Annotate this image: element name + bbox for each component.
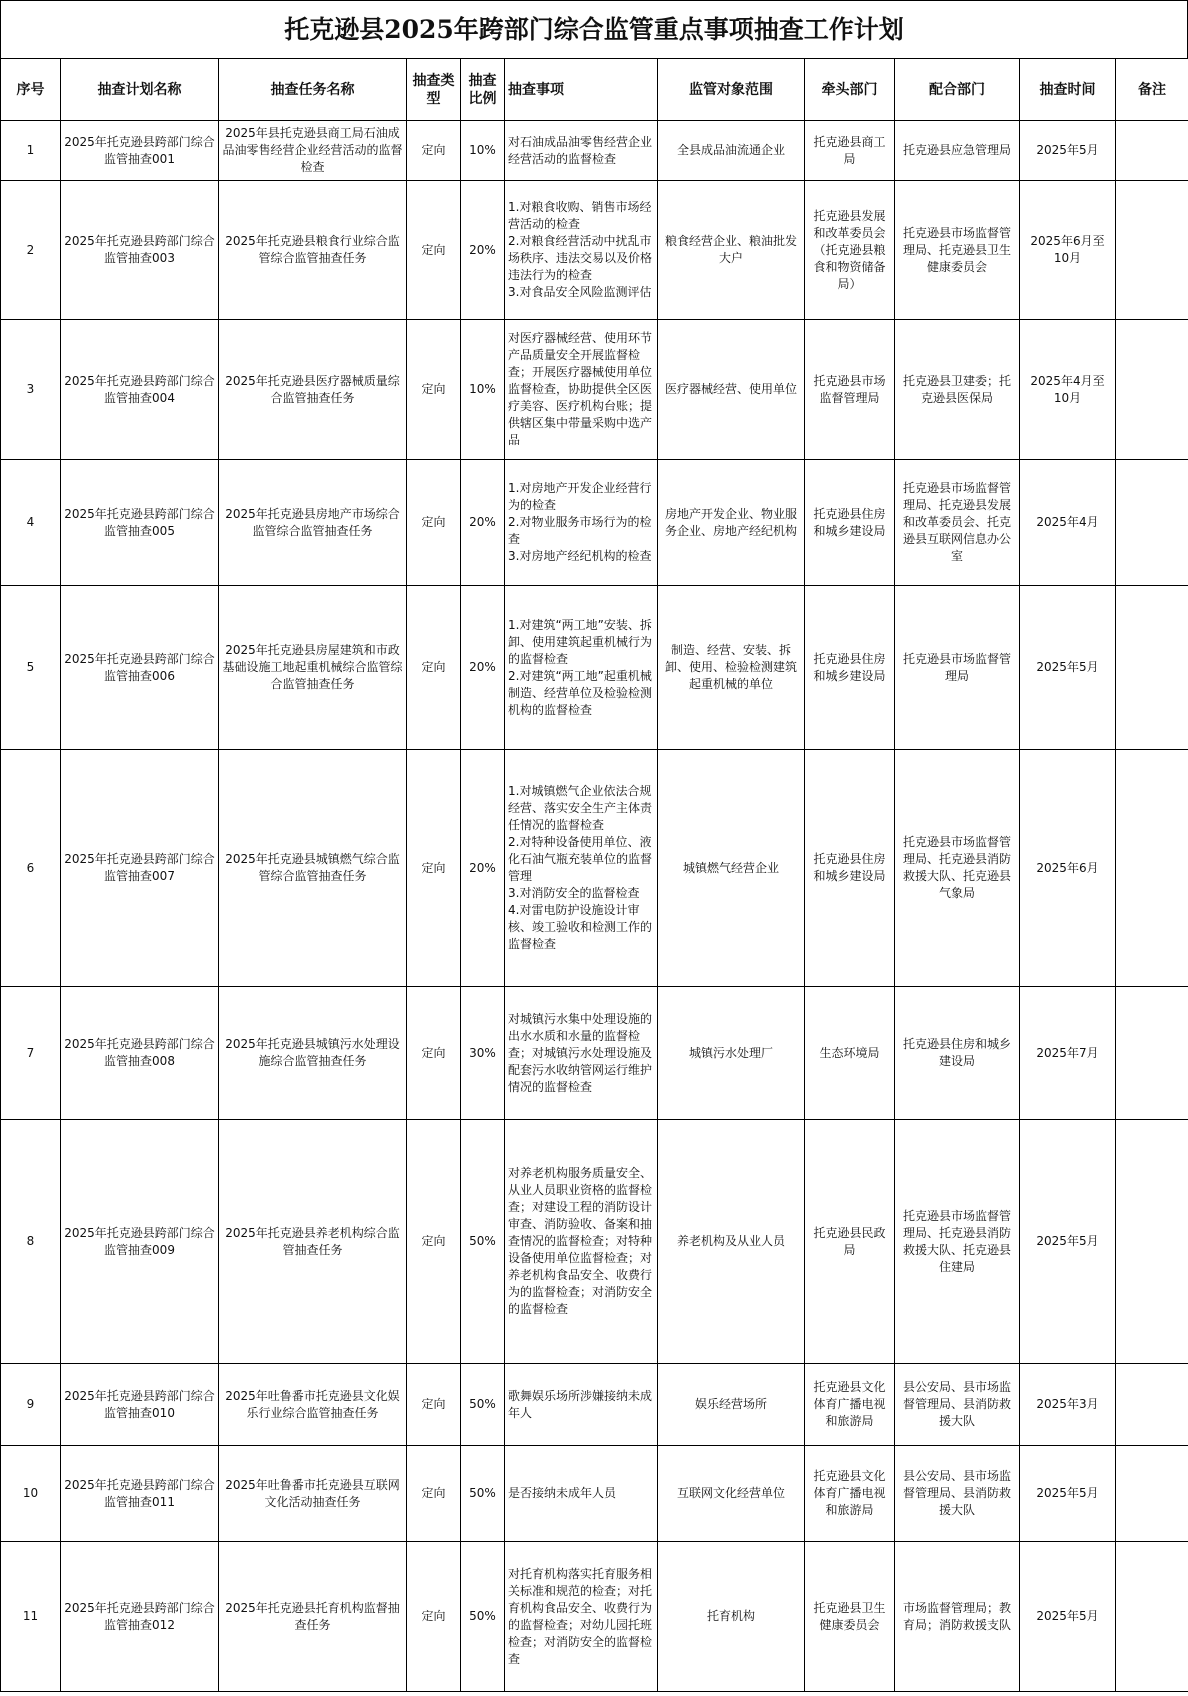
cell-inspection-time: 2025年4月至10月: [1020, 320, 1116, 460]
cell-cooperating-departments: 托克逊县市场监督管理局、托克逊县发展和改革委员会、托克逊县互联网信息办公室: [895, 460, 1020, 586]
cell-remarks: [1116, 181, 1188, 320]
cell-task-name: 2025年托克逊县托育机构监督抽查任务: [219, 1542, 407, 1692]
cell-supervision-scope: 养老机构及从业人员: [658, 1120, 805, 1364]
header-cell: 抽查任务名称: [219, 59, 407, 121]
cell-lead-department: 托克逊县住房和城乡建设局: [805, 750, 895, 987]
cell-plan-name: 2025年托克逊县跨部门综合监管抽查008: [61, 987, 219, 1120]
cell-inspection-time: 2025年3月: [1020, 1364, 1116, 1446]
cell-lead-department: 托克逊县住房和城乡建设局: [805, 460, 895, 586]
header-cell: 配合部门: [895, 59, 1020, 121]
cell-remarks: [1116, 1364, 1188, 1446]
cell-lead-department: 托克逊县商工局: [805, 121, 895, 181]
table-row: [1, 586, 1188, 750]
cell-inspection-items: 对托育机构落实托育服务相关标准和规范的检查；对托育机构食品安全、收费行为的监督检查；对幼儿园托班检查；对消防安全的监督检查: [505, 1542, 658, 1692]
cell-cooperating-departments: 托克逊县应急管理局: [895, 121, 1020, 181]
cell-inspection-type: 定向: [407, 1364, 461, 1446]
cell-lead-department: 托克逊县文化体育广播电视和旅游局: [805, 1446, 895, 1542]
cell-remarks: [1116, 750, 1188, 987]
header-cell: 抽查类型: [407, 59, 461, 121]
cell-inspection-items: 1.对房地产开发企业经营行为的检查 2.对物业服务市场行为的检查 3.对房地产经纪机构的检查: [505, 460, 658, 586]
cell-cooperating-departments: 托克逊县住房和城乡建设局: [895, 987, 1020, 1120]
header-row: [1, 59, 1188, 121]
cell-inspection-ratio: 10%: [461, 121, 505, 181]
cell-inspection-items: 1.对建筑“两工地”安装、拆卸、使用建筑起重机械行为的监督检查 2.对建筑“两工地”起重机械制造、经营单位及检验检测机构的监督检查: [505, 586, 658, 750]
cell-task-name: 2025年吐鲁番市托克逊县互联网文化活动抽查任务: [219, 1446, 407, 1542]
header-cell: 序号: [1, 59, 61, 121]
cell-inspection-items: 对城镇污水集中处理设施的出水水质和水量的监督检查；对城镇污水处理设施及配套污水收纳管网运行维护情况的监督检查: [505, 987, 658, 1120]
cell-inspection-time: 2025年5月: [1020, 1120, 1116, 1364]
cell-serial-number: 8: [1, 1120, 61, 1364]
table-row: [1, 1364, 1188, 1446]
cell-supervision-scope: 娱乐经营场所: [658, 1364, 805, 1446]
cell-inspection-items: 对石油成品油零售经营企业经营活动的监督检查: [505, 121, 658, 181]
document-title: 托克逊县2025年跨部门综合监管重点事项抽查工作计划: [0, 0, 1188, 58]
header-cell: 监管对象范围: [658, 59, 805, 121]
cell-plan-name: 2025年托克逊县跨部门综合监管抽查001: [61, 121, 219, 181]
cell-inspection-ratio: 30%: [461, 987, 505, 1120]
cell-remarks: [1116, 460, 1188, 586]
cell-inspection-type: 定向: [407, 121, 461, 181]
inspection-plan-table: [0, 58, 1188, 1692]
cell-serial-number: 4: [1, 460, 61, 586]
cell-plan-name: 2025年托克逊县跨部门综合监管抽查005: [61, 460, 219, 586]
cell-serial-number: 11: [1, 1542, 61, 1692]
cell-inspection-ratio: 50%: [461, 1120, 505, 1364]
cell-cooperating-departments: 托克逊县市场监督管理局、托克逊县卫生健康委员会: [895, 181, 1020, 320]
table-row: [1, 1446, 1188, 1542]
table-row: [1, 1120, 1188, 1364]
cell-inspection-type: 定向: [407, 987, 461, 1120]
table-row: [1, 750, 1188, 987]
cell-plan-name: 2025年托克逊县跨部门综合监管抽查011: [61, 1446, 219, 1542]
table-row: [1, 320, 1188, 460]
header-cell: 抽查比例: [461, 59, 505, 121]
cell-inspection-type: 定向: [407, 181, 461, 320]
header-cell: 抽查事项: [505, 59, 658, 121]
cell-inspection-items: 1.对粮食收购、销售市场经营活动的检查 2.对粮食经营活动中扰乱市场秩序、违法交易以及价格违法行为的检查 3.对食品安全风险监测评估: [505, 181, 658, 320]
cell-remarks: [1116, 1120, 1188, 1364]
cell-inspection-time: 2025年5月: [1020, 1446, 1116, 1542]
cell-inspection-type: 定向: [407, 320, 461, 460]
cell-inspection-type: 定向: [407, 586, 461, 750]
cell-supervision-scope: 医疗器械经营、使用单位: [658, 320, 805, 460]
cell-task-name: 2025年吐鲁番市托克逊县文化娱乐行业综合监管抽查任务: [219, 1364, 407, 1446]
cell-remarks: [1116, 1446, 1188, 1542]
header-cell: 抽查时间: [1020, 59, 1116, 121]
cell-inspection-items: 1.对城镇燃气企业依法合规经营、落实安全生产主体责任情况的监督检查 2.对特种设备使用单位、液化石油气瓶充装单位的监督管理 3.对消防安全的监督检查 4.对雷电防护设施设计审核、竣工验收和检测工作的监督检查: [505, 750, 658, 987]
table-row: [1, 121, 1188, 181]
cell-serial-number: 1: [1, 121, 61, 181]
cell-serial-number: 10: [1, 1446, 61, 1542]
cell-cooperating-departments: 托克逊县卫建委；托克逊县医保局: [895, 320, 1020, 460]
cell-serial-number: 2: [1, 181, 61, 320]
cell-plan-name: 2025年托克逊县跨部门综合监管抽查010: [61, 1364, 219, 1446]
cell-lead-department: 托克逊县市场监督管理局: [805, 320, 895, 460]
cell-supervision-scope: 粮食经营企业、粮油批发大户: [658, 181, 805, 320]
cell-plan-name: 2025年托克逊县跨部门综合监管抽查007: [61, 750, 219, 987]
cell-cooperating-departments: 市场监督管理局；教育局；消防救援支队: [895, 1542, 1020, 1692]
cell-inspection-ratio: 50%: [461, 1364, 505, 1446]
cell-plan-name: 2025年托克逊县跨部门综合监管抽查012: [61, 1542, 219, 1692]
cell-inspection-type: 定向: [407, 1120, 461, 1364]
cell-supervision-scope: 托育机构: [658, 1542, 805, 1692]
cell-inspection-time: 2025年7月: [1020, 987, 1116, 1120]
cell-task-name: 2025年托克逊县城镇污水处理设施综合监管抽查任务: [219, 987, 407, 1120]
table-row: [1, 1542, 1188, 1692]
cell-task-name: 2025年托克逊县养老机构综合监管抽查任务: [219, 1120, 407, 1364]
cell-remarks: [1116, 320, 1188, 460]
cell-remarks: [1116, 987, 1188, 1120]
cell-supervision-scope: 互联网文化经营单位: [658, 1446, 805, 1542]
cell-task-name: 2025年托克逊县房地产市场综合监管综合监管抽查任务: [219, 460, 407, 586]
cell-inspection-time: 2025年6月至10月: [1020, 181, 1116, 320]
cell-inspection-ratio: 20%: [461, 586, 505, 750]
cell-inspection-items: 对养老机构服务质量安全、从业人员职业资格的监督检查；对建设工程的消防设计审查、消防验收、备案和抽查情况的监督检查；对特种设备使用单位监督检查；对养老机构食品安全、收费行为的监督检查；对消防安全的监督检查: [505, 1120, 658, 1364]
cell-inspection-time: 2025年5月: [1020, 1542, 1116, 1692]
cell-inspection-time: 2025年5月: [1020, 586, 1116, 750]
table-row: [1, 181, 1188, 320]
cell-cooperating-departments: 托克逊县市场监督管理局、托克逊县消防救援大队、托克逊县住建局: [895, 1120, 1020, 1364]
cell-inspection-type: 定向: [407, 750, 461, 987]
header-cell: 备注: [1116, 59, 1188, 121]
cell-inspection-type: 定向: [407, 1542, 461, 1692]
cell-serial-number: 5: [1, 586, 61, 750]
cell-inspection-time: 2025年5月: [1020, 121, 1116, 181]
table-row: [1, 987, 1188, 1120]
table-row: [1, 460, 1188, 586]
cell-supervision-scope: 全县成品油流通企业: [658, 121, 805, 181]
cell-remarks: [1116, 1542, 1188, 1692]
cell-inspection-time: 2025年6月: [1020, 750, 1116, 987]
cell-lead-department: 托克逊县卫生健康委员会: [805, 1542, 895, 1692]
cell-plan-name: 2025年托克逊县跨部门综合监管抽查003: [61, 181, 219, 320]
cell-cooperating-departments: 县公安局、县市场监督管理局、县消防救援大队: [895, 1446, 1020, 1542]
cell-lead-department: 托克逊县文化体育广播电视和旅游局: [805, 1364, 895, 1446]
cell-inspection-type: 定向: [407, 1446, 461, 1542]
cell-cooperating-departments: 托克逊县市场监督管理局、托克逊县消防救援大队、托克逊县气象局: [895, 750, 1020, 987]
cell-inspection-ratio: 10%: [461, 320, 505, 460]
cell-serial-number: 6: [1, 750, 61, 987]
cell-serial-number: 7: [1, 987, 61, 1120]
cell-task-name: 2025年托克逊县医疗器械质量综合监管抽查任务: [219, 320, 407, 460]
cell-inspection-items: 是否接纳未成年人员: [505, 1446, 658, 1542]
cell-inspection-type: 定向: [407, 460, 461, 586]
cell-inspection-items: 对医疗器械经营、使用环节产品质量安全开展监督检查；开展医疗器械使用单位监督检查，协助提供全区医疗美容、医疗机构台账；提供辖区集中带量采购中选产品: [505, 320, 658, 460]
cell-task-name: 2025年托克逊县粮食行业综合监管综合监管抽查任务: [219, 181, 407, 320]
cell-lead-department: 托克逊县发展和改革委员会（托克逊县粮食和物资储备局）: [805, 181, 895, 320]
cell-task-name: 2025年县托克逊县商工局石油成品油零售经营企业经营活动的监督检查: [219, 121, 407, 181]
cell-supervision-scope: 制造、经营、安装、拆卸、使用、检验检测建筑起重机械的单位: [658, 586, 805, 750]
cell-inspection-items: 歌舞娱乐场所涉嫌接纳未成年人: [505, 1364, 658, 1446]
cell-supervision-scope: 城镇污水处理厂: [658, 987, 805, 1120]
header-cell: 牵头部门: [805, 59, 895, 121]
cell-supervision-scope: 城镇燃气经营企业: [658, 750, 805, 987]
cell-plan-name: 2025年托克逊县跨部门综合监管抽查004: [61, 320, 219, 460]
cell-inspection-time: 2025年4月: [1020, 460, 1116, 586]
cell-cooperating-departments: 县公安局、县市场监督管理局、县消防救援大队: [895, 1364, 1020, 1446]
header-cell: 抽查计划名称: [61, 59, 219, 121]
cell-lead-department: 生态环境局: [805, 987, 895, 1120]
cell-lead-department: 托克逊县民政局: [805, 1120, 895, 1364]
cell-plan-name: 2025年托克逊县跨部门综合监管抽查009: [61, 1120, 219, 1364]
cell-supervision-scope: 房地产开发企业、物业服务企业、房地产经纪机构: [658, 460, 805, 586]
cell-lead-department: 托克逊县住房和城乡建设局: [805, 586, 895, 750]
cell-inspection-ratio: 20%: [461, 750, 505, 987]
cell-remarks: [1116, 586, 1188, 750]
cell-inspection-ratio: 20%: [461, 181, 505, 320]
cell-inspection-ratio: 50%: [461, 1542, 505, 1692]
cell-serial-number: 9: [1, 1364, 61, 1446]
cell-inspection-ratio: 20%: [461, 460, 505, 586]
cell-serial-number: 3: [1, 320, 61, 460]
cell-plan-name: 2025年托克逊县跨部门综合监管抽查006: [61, 586, 219, 750]
cell-task-name: 2025年托克逊县城镇燃气综合监管综合监管抽查任务: [219, 750, 407, 987]
cell-cooperating-departments: 托克逊县市场监督管理局: [895, 586, 1020, 750]
cell-remarks: [1116, 121, 1188, 181]
cell-inspection-ratio: 50%: [461, 1446, 505, 1542]
cell-task-name: 2025年托克逊县房屋建筑和市政基础设施工地起重机械综合监管综合监管抽查任务: [219, 586, 407, 750]
